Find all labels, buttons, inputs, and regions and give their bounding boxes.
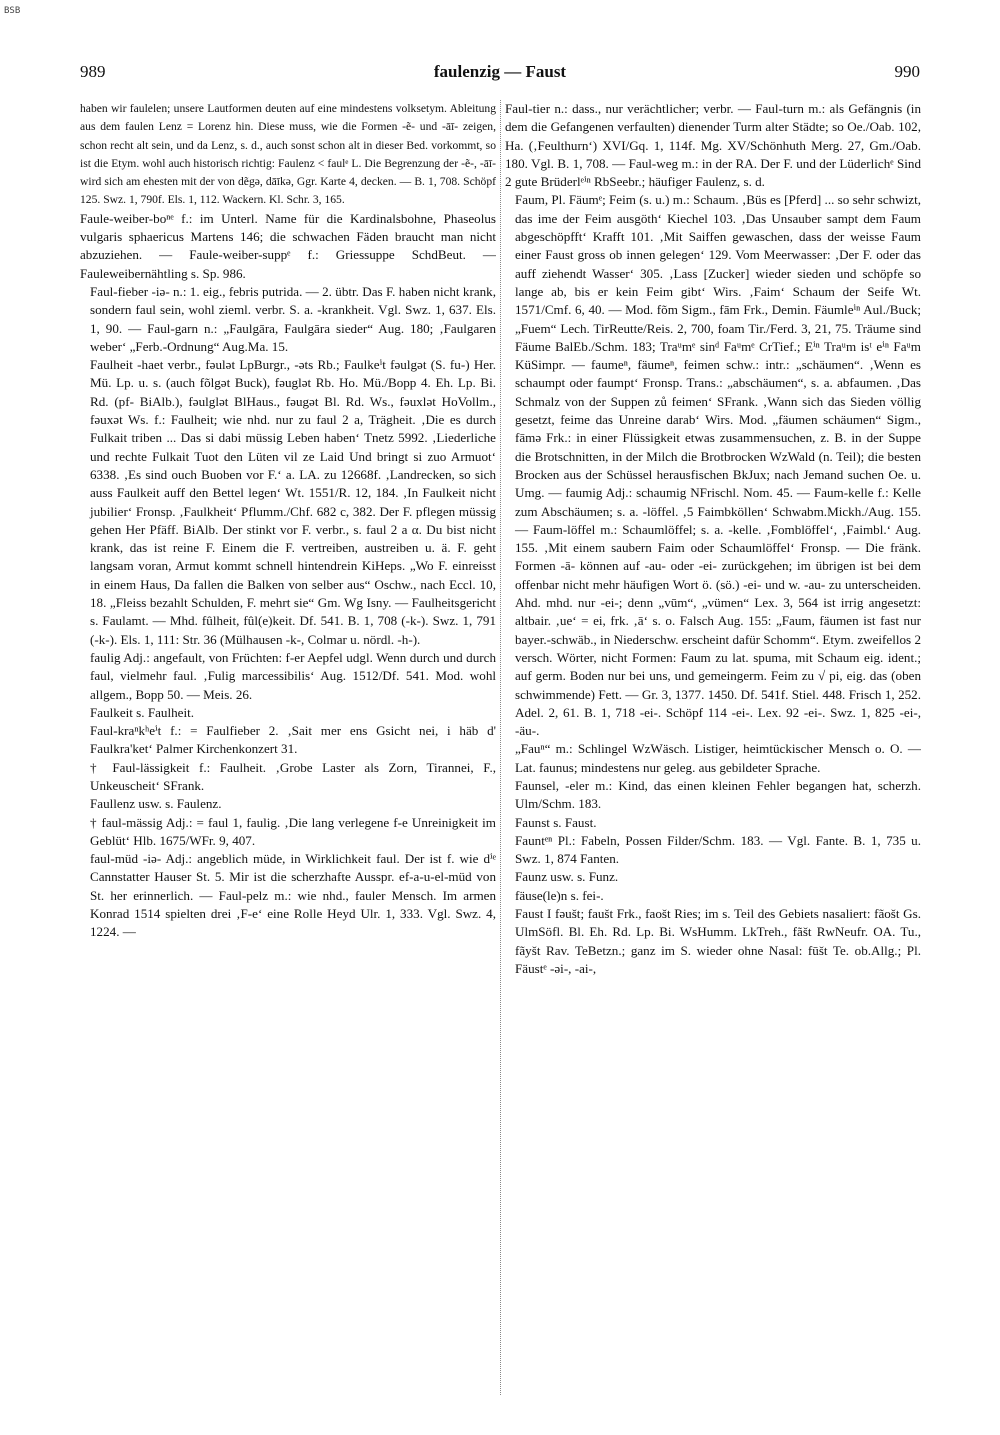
- right-column: [505, 100, 921, 1420]
- entry-faust: Faust I fəušt; faušt Frk., faošt Ries; im s. Teil des Gebiets nasaliert: fãošt Gs. UlmSöfl. Bl. Eh. Rd. Lp. Bi. WsHumm. LkTreh., fãšt RwNeufr. OA. Tu., fãyšt Rav. TeBetzn.; ganz im S. wieder ohne Nasal: fūšt Te. ob.Allg.; Pl. Fäustᵉ -əi-, -ai-,: [515, 906, 921, 976]
- entry-faulkeit: Faulkeit s. Faulheit.: [90, 704, 195, 720]
- page-number-right: 990: [894, 62, 920, 81]
- entry-faulig: faulig Adj.: angefault, von Früchten: f-er Aepfel udgl. Wenn durch und durch faul, vielmehr faul. ‚Fulig marcessibilis‘ Aug. 1512/Df. 541. Mod. wohl allgem., Bopp 50. — Meis. 26.: [90, 649, 496, 702]
- entry-faum: Faum, Pl. Fäumᵉ; Feim (s. u.) m.: Schaum. ‚Büs es [Pferd] ... so sehr schwizt, das ime der Feim ausgöth‘ Kiechel 103. ‚Das Unsauber sampt dem Faum abgeschöpfft‘ Krafft 101. ‚Mit Saiffen gewaschen, dass der weisse Faum einer Faust gross ob innen gelegen‘ 129. Vom Meerwasser: ‚Der F. oder das auff ziehendt Wasser‘ 305. ‚Lass [Zucker] wieder sieden und schöpfe so lange ab, bis er kein Feim gibt‘ Wirs. ‚Faim‘ Schaum der Seife Wt. 1571/Cmf. 6, 40. — Mod. fõm Sigm., fām Frk., Demin. Fäumleⁱⁿ Aul./Buck; „Fuem“ Lech. TirReutte/Reis. 2, 700, foam Tir./Ferd. 3, 21, 75. Träume sind Fäume BalEb./Schm. 183; Traᵘmᵉ sinᵈ Faᵘmᵉ CrTief.; Eⁱⁿ Traᵘm isᵗ eⁱⁿ Faᵘm KüSimpr. — faumeⁿ, fäumeⁿ, feimen schw.: intr.: „schäumen“. ‚Wenn es schaumpt oder faumpt‘ Fronsp. Trans.: „abschäumen“, s. a. abfaumen. ‚Das Schmalz von der Suppen zů feimen‘ SFrank. ‚Wann sich das Sieden völlig gesetzt, feime das Unreine darab‘ Wirs. Mod. „fäumen schäumen“ Sigm., fāmə Frk.: in einer Flüssigkeit etwas zusammensuchen, z. B. in der Suppe die Brotschnitten, in der Milch die Brotbrocken WzWald (n. Teil); die besten Brocken aus der Schüssel herausfischen BkJux; nach Jemand suchen Oe. u. Umg. — faumig Adj.: schaumig NFrischl. Nom. 45. — Faum-kelle f.: Kelle zum Abschäumen; s. a. -löffel. ‚5 Faimbköllen‘ Schwabm.Mickh./Aug. 155. — Faum-löffel m.: Schaumlöffel; s. a. -kelle. ‚Fomblöffel‘, ‚Faimbl.‘ Aug. 155. ‚Mit einem saubern Faim oder Schaumlöffel‘ Fronsp. — Die fränk. Formen -ā- können auf -au- oder -ei- zurückgehen; im übrigen ist bei dem offenbar nicht mehr häufigen Wort ö. (sö.) -ei- und w. -au- zu unterscheiden. Ahd. mhd. nur -ei-; denn „vūm“, „vümen“ Lex. 3, 564 ist irrig angesetzt: altbair. ‚ue‘ = ei, frk. ‚ā‘ s. o. Falsch Aug. 155: „Faum, fäumen ist fast nur bayer.-schwäb., in Niederschw. erscheint dafür Schomm“. Etym. zweifellos 2 versch. Wörter, nicht Formen: Faum zu lat. spuma, mit Schaum eig. ident.; auf germ. Boden nur bei uns, und gemeingerm. Feim zu √ pi, eig. das (oben schwimmende) Fett. — Gr. 3, 1377. 1450. Df. 541f. Stiel. 448. Frisch 1, 252. Adel. 2, 61. B. 1, 718 -ei-. Schöpf 114 -ei-. Lex. 92 -ei-. Swz. 1, 825 -ei-, -äu-.: [515, 192, 921, 739]
- entry-faun: „Fauⁿ“ m.: Schlingel WzWäsch. Listiger, heimtückischer Mensch o. O. — Lat. faunus; mindestens nur geleg. aus gebildeter Sprache.: [515, 741, 921, 775]
- entry-faul-tier: Faul-tier n.: dass., nur verächtlicher; verbr. — Faul-turn m.: als Gefängnis (in dem die Gefangenen verfaulten) dienender Turm alter Städte; so Oe./Oab. 102, Ha. (‚Feulthurn‘) XVI/Gq. 1, 114f. Mg. XV/Schönhuth Merg. 27, Gm./Oab. 180. Vgl. B. 1, 708. — Faul-weg m.: in der RA. Der F. und der Lüderlichᵉ Sind 2 gute Brüderlᵉⁱⁿ RbSeebr.; häufiger Faulenz, s. d.: [505, 101, 921, 190]
- left-column: [80, 100, 496, 1420]
- entry-faulheit: Faulheit -haet verbr., fəulət LpBurgr., -əts Rb.; Faulkeⁱt fəulgət (S. fu-) Her. Mü. Lp. u. s. (auch fõlgət Buck), fəuglət Rb. Ho. Mü./Bopp 4. Eh. Lp. Bi. Rd. (pf- BiAlb.), fəulglət BlHaus., fəugət Bl. Rd. Ws., fəuxlət HoVollm., fəuxət Ws. f.: Faulheit; wie nhd. nur zu faul 2 a, Trägheit. ‚Die es durch Fulkait triben ... Das si dabi müssig Leben haben‘ Tnetz 5992. ‚Liederliche und rechte Fulkait Tuot den Lüten vil ze Laid Und bringt si zuo Armuot‘ 6338. ‚Es sind ouch Buoben vor F.‘ a. LA. zu 12668f. ‚Landrecken, so sich auss Faulkeit auff den Bettel legen‘ Wt. 1551/R. 12, 184. ‚In Faulkeit nicht jubilier‘ Fronsp. ‚Faulkheit‘ Pflumm./Chf. 682 c, 382. Der F. pflegen müssig gehen Her Pfäff. BiAlb. Der stinkt vor F. verbr., s. faul 2 a α. Du bist nicht krank, das ist reine F. Einem die F. vertreiben, austreiben u. ä. F. geht langsam voran, Armut kommt schnell hintendrein KiHeps. „Wo F. einreisst in einem Haus, Da fallen die Balken von selber aus“ Oschw., nach Eccl. 10, 18. „Fleiss bezahlt Schulden, F. mehrt sie“ Gm. Wg Isny. — Faulheitsgericht s. Faulamt. — Mhd. fûlheit, fûl(e)keit. Df. 541. B. 1, 708 (-k-). Swz. 1, 791 (-k-). Els. 1, 111: Str. 36 (Mülhausen -k-, Colmar u. nördl. -h-).: [90, 357, 496, 647]
- entry-faunsel: Faunsel, -eler m.: Kind, das einen kleinen Fehler begangen hat, scherzh. Ulm/Schm. 183.: [515, 777, 921, 812]
- entry-faule-weiber-bone: Faule-weiber-boⁿᵉ f.: im Unterl. Name für die Kardinalsbohne, Phaseolus vulgaris sphaericus Martens 146; die schwachen Fäden braucht man nicht abzuziehen. — Faule-weiber-suppᵉ f.: Griessuppe SchdBeut. — Fauleweibernähtling s. Sp. 986.: [80, 210, 496, 281]
- running-head-title: faulenzig — Faust: [433, 62, 567, 81]
- entry-faul-laessigkeit: † Faul-lässigkeit f.: Faulheit. ‚Grobe Laster als Zorn, Tirannei, F., Unkeuscheit‘ SFrank.: [90, 759, 496, 793]
- entry-faunz: Faunz usw. s. Funz.: [515, 869, 619, 885]
- library-stamp: BSB: [4, 6, 21, 16]
- entry-faul-fieber: Faul-fieber -iə- n.: 1. eig., febris putrida. — 2. übtr. Das F. haben nicht krank, sondern faul sein, wohl zieml. verbr. S. a. -krankheit. Vgl. Swz. 1, 637. Els. 1, 90. — Faul-garn n.: „Faulgāra, Faulgāra sieder“ Aug. 180; ‚Faulgaren weber‘ „Ferb.-Ordnung“ Aug.Ma. 15.: [90, 283, 496, 354]
- entry-faeuselen: fäuse(le)n s. fei-.: [515, 887, 604, 903]
- entry-etymology-faulenz: haben wir faulelen; unsere Lautformen deuten auf eine mindestens volksetym. Ableitung aus dem faulen Lenz = Lorenz hin. Diese muss, wie die Formen -ẽ- und -āī- zeigen, schon recht alt sein, und da Lenz, s. d., auch sonst schon alt in dieser Bed. vorkommt, so ist die Etym. wohl auch historisch richtig: Faulenz < faulᵉ L. Die Begrenzung der -ẽ-, -āī- wird sich am ehesten mit der von dẽgə, dāīkə, Ggr. Karte 4, decken. — B. 1, 708. Schöpf 125. Swz. 1, 790f. Els. 1, 112. Wackern. Kl. Schr. 3, 165.: [80, 102, 496, 207]
- entry-faul-maessig: † faul-mässig Adj.: = faul 1, faulig. ‚Die lang verlegene f-e Unreinigkeit im Geblüt‘ Hlb. 1675/WFr. 9, 407.: [90, 814, 496, 848]
- entry-faunten: Fauntᵉⁿ Pl.: Fabeln, Possen Filder/Schm. 183. — Vgl. Fante. B. 1, 735 u. Swz. 1, 874 Fanten.: [515, 832, 921, 867]
- entry-faul-krankheit: Faul-kraⁿkʰeⁱt f.: = Faulfieber 2. ‚Sait mer ens Gsicht nei, i häb d' Faulkra'ket‘ Palmer Kirchenkonzert 31.: [90, 723, 496, 757]
- entry-faunst: Faunst s. Faust.: [515, 814, 597, 830]
- entry-faul-mued: faul-müd -iə- Adj.: angeblich müde, in Wirklichkeit faul. Der ist f. wie dⁱᵉ Cannstatter Hauser St. 5. Mir ist die scherzhafte Ausspr. ef-a-u-el-müd von St. her erinnerlich. — Faul-pelz m.: wie nhd., fauler Mensch. Im armen Konrad 1514 spielten drei ‚F-e‘ eine Rolle Heyd Ulr. 1, 333. Vgl. Swz. 4, 1224. —: [90, 851, 496, 940]
- column-divider: [500, 100, 501, 1395]
- entry-faullenz: Faullenz usw. s. Faulenz.: [90, 796, 222, 812]
- page-header: [80, 62, 920, 88]
- page-number-left: 989: [80, 62, 106, 81]
